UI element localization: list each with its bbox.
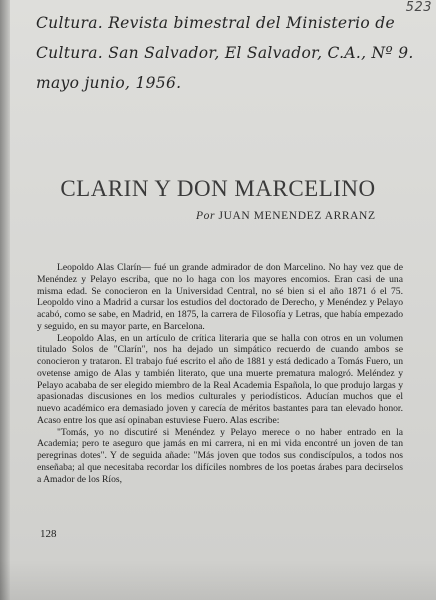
corner-mark: 523 — [405, 0, 432, 15]
handwritten-line: mayo junio, 1956. — [36, 74, 182, 92]
handwritten-citation — [36, 8, 426, 98]
page-edge-shadow — [0, 0, 10, 600]
paragraph: "Tomás, yo no discutiré si Menéndez y Pelayo merece o no haber entrado en la Academia; pero te aseguro que jamás en mi carrera, ni en mi vida encontré un joven de tan peregrinas dotes". Y de seguida añade: "Más joven que todos sus condiscípulos, a todos nos enseñaba; al que necesitaba recordar los difíciles nombres de los poetas árabes para decirselos a Amador de los Ríos, — [37, 426, 403, 485]
article-body — [37, 262, 403, 485]
article-byline — [196, 210, 376, 222]
paragraph: Leopoldo Alas, en un artículo de crítica literaria que se halla con otros en un volumen titulado Solos de "Clarín", nos ha dejado un simpático recuerdo de cuando ambos se conocieron y trataron. El trabajo fué escrito el año de 1881 y está dedicado a Tomás Fuero, un ovetense amigo de Alas y también literato, que una muerte prematura malogró. Meléndez y Pelayo acababa de ser elegido miembro de la Real Academia Española, lo que produjo largas y apasionadas discusiones en los medios culturales y periodísticos. Aducían muchos que el nuevo académico era demasiado joven y carecía de méritos bastantes para tan elevado honor. Acaso entre los que así opinaban estuviese Fuero. Alas escribe: — [37, 332, 403, 426]
handwritten-line: Cultura. Revista bimestral del Ministerio de — [36, 14, 395, 32]
article-title: CLARIN Y DON MARCELINO — [60, 176, 376, 201]
handwritten-line: Cultura. San Salvador, El Salvador, C.A., Nº 9. — [36, 44, 414, 62]
paragraph: Leopoldo Alas Clarín— fué un grande admirador de don Marcelino. No hay vez que de Menéndez y Pelayo escriba, que no lo haga con los mayores encomios. Eran casi de una misma edad. Se conocieron en la Universidad Central, no sé bien si el año 1871 ó el 75. Leopoldo vino a Madrid a cursar los estudios del doctorado de Derecho, y Menéndez y Pelayo acabó, como se sabe, en Madrid, en 1875, la carrera de Filosofía y Letras, que había empezado y seguido, en su mayor parte, en Barcelona. — [37, 262, 403, 332]
page-shadow — [0, 560, 436, 600]
author-name: JUAN MENENDEZ ARRANZ — [218, 210, 376, 222]
page-number: 128 — [40, 528, 57, 540]
byline-prefix: Por — [196, 210, 216, 222]
